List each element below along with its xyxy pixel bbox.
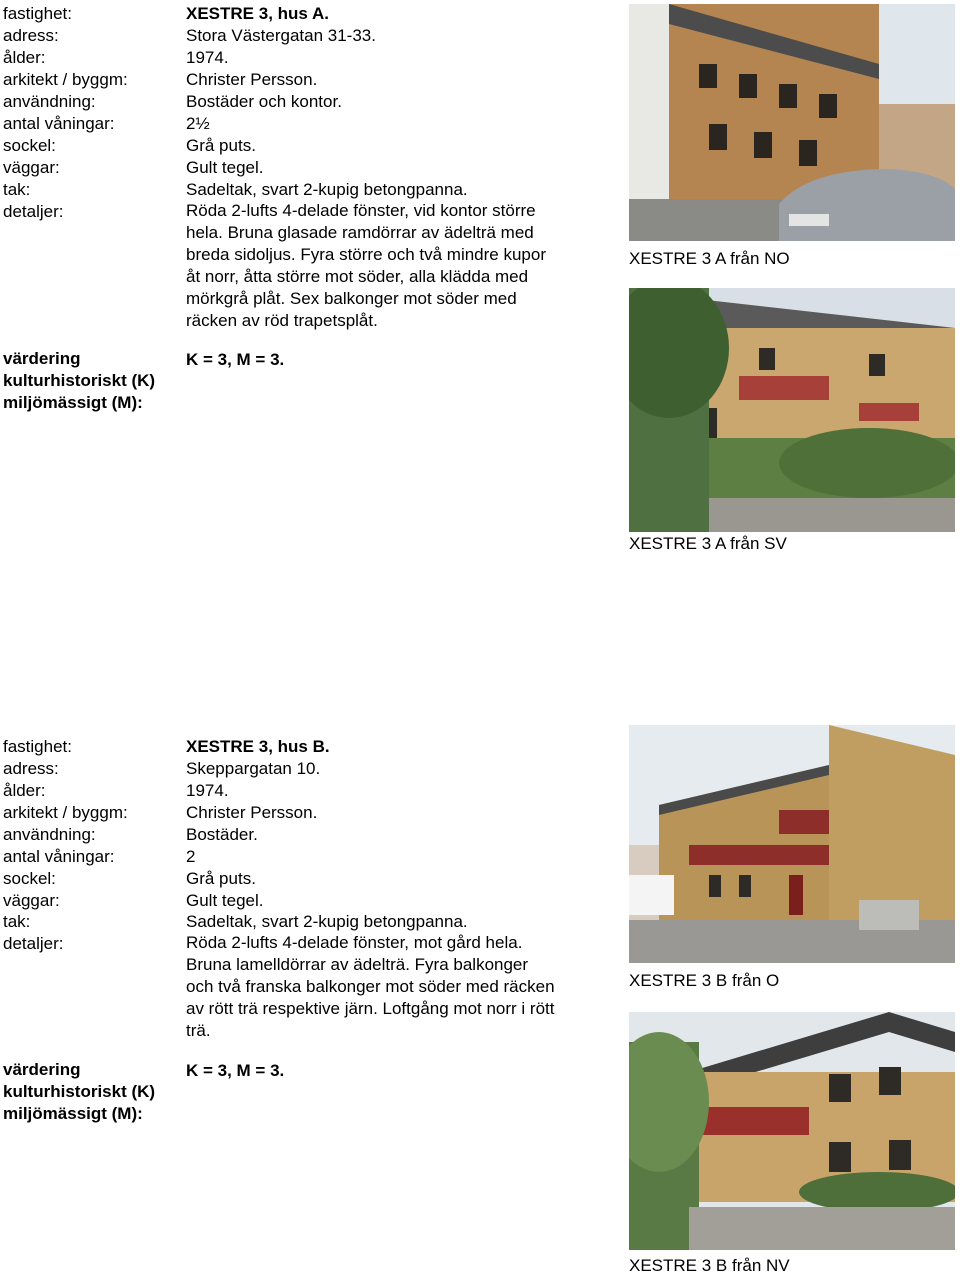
label-arkitekt: arkitekt / byggm: <box>3 70 128 89</box>
value-sockel: Grå puts. <box>186 136 256 155</box>
value-alder: 1974. <box>186 781 229 800</box>
photo-xestre-3a-no <box>629 4 955 241</box>
label-sockel: sockel: <box>3 136 56 155</box>
vardering-value: K = 3, M = 3. <box>186 350 285 369</box>
label-anvandning: användning: <box>3 92 96 111</box>
photo-xestre-3b-o <box>629 725 955 963</box>
value-vaningar: 2½ <box>186 114 210 133</box>
value-fastighet: XESTRE 3, hus B. <box>186 737 330 756</box>
detaljer-line: hela. Bruna glasade ramdörrar av ädelträ med <box>186 223 534 242</box>
label-alder: ålder: <box>3 48 46 67</box>
detaljer-line: räcken av röd trapetsplåt. <box>186 311 378 330</box>
caption-xestre-3b-nv: XESTRE 3 B från NV <box>629 1256 790 1275</box>
value-alder: 1974. <box>186 48 229 67</box>
label-vaggar: väggar: <box>3 158 60 177</box>
vardering-value: K = 3, M = 3. <box>186 1061 285 1080</box>
vardering-line: värdering <box>3 1060 81 1079</box>
label-alder: ålder: <box>3 781 46 800</box>
caption-xestre-3b-o: XESTRE 3 B från O <box>629 971 780 990</box>
value-vaggar: Gult tegel. <box>186 891 264 910</box>
label-adress: adress: <box>3 26 59 45</box>
detaljer-line: trä. <box>186 1021 211 1040</box>
value-arkitekt: Christer Persson. <box>186 803 318 822</box>
label-vaningar: antal våningar: <box>3 114 115 133</box>
label-detaljer: detaljer: <box>3 934 64 953</box>
detaljer-line: Bruna lamelldörrar av ädelträ. Fyra balkonger <box>186 955 529 974</box>
value-detaljer <box>186 932 606 1042</box>
vardering-label <box>3 1059 155 1125</box>
vardering-line: värdering <box>3 349 81 368</box>
label-arkitekt: arkitekt / byggm: <box>3 803 128 822</box>
building-photo-icon <box>629 1012 955 1250</box>
vardering-line: miljömässigt (M): <box>3 393 143 412</box>
caption-xestre-3a-no: XESTRE 3 A från NO <box>629 249 790 268</box>
building-photo-icon <box>629 4 955 241</box>
label-sockel: sockel: <box>3 869 56 888</box>
label-detaljer: detaljer: <box>3 202 64 221</box>
detaljer-line: åt norr, åtta större mot söder, alla klädda med <box>186 267 529 286</box>
value-adress: Skeppargatan 10. <box>186 759 321 778</box>
value-vaningar: 2 <box>186 847 196 866</box>
detaljer-line: och två franska balkonger mot söder med räcken <box>186 977 555 996</box>
caption-xestre-3a-sv: XESTRE 3 A från SV <box>629 534 787 553</box>
value-detaljer <box>186 200 606 332</box>
value-tak: Sadeltak, svart 2-kupig betongpanna. <box>186 180 468 199</box>
vardering-line: kulturhistoriskt (K) <box>3 371 156 390</box>
building-photo-icon <box>629 288 955 532</box>
label-tak: tak: <box>3 912 31 931</box>
value-anvandning: Bostäder och kontor. <box>186 92 342 111</box>
label-fastighet: fastighet: <box>3 737 72 756</box>
label-fastighet: fastighet: <box>3 4 72 23</box>
detaljer-line: Röda 2-lufts 4-delade fönster, mot gård hela. <box>186 933 523 952</box>
value-sockel: Grå puts. <box>186 869 256 888</box>
photo-xestre-3a-sv <box>629 288 955 532</box>
label-adress: adress: <box>3 759 59 778</box>
detaljer-line: mörkgrå plåt. Sex balkonger mot söder med <box>186 289 517 308</box>
label-tak: tak: <box>3 180 31 199</box>
vardering-label <box>3 348 155 414</box>
label-vaggar: väggar: <box>3 891 60 910</box>
label-vaningar: antal våningar: <box>3 847 115 866</box>
value-vaggar: Gult tegel. <box>186 158 264 177</box>
photo-xestre-3b-nv <box>629 1012 955 1250</box>
value-fastighet: XESTRE 3, hus A. <box>186 4 329 23</box>
value-anvandning: Bostäder. <box>186 825 258 844</box>
value-arkitekt: Christer Persson. <box>186 70 318 89</box>
detaljer-line: Röda 2-lufts 4-delade fönster, vid kontor större <box>186 201 536 220</box>
vardering-line: miljömässigt (M): <box>3 1104 143 1123</box>
detaljer-line: av rött trä respektive järn. Loftgång mot norr i rött <box>186 999 555 1018</box>
label-anvandning: användning: <box>3 825 96 844</box>
detaljer-line: breda sidoljus. Fyra större och två mindre kupor <box>186 245 546 264</box>
vardering-line: kulturhistoriskt (K) <box>3 1082 156 1101</box>
value-tak: Sadeltak, svart 2-kupig betongpanna. <box>186 912 468 931</box>
building-photo-icon <box>629 725 955 963</box>
value-adress: Stora Västergatan 31-33. <box>186 26 376 45</box>
